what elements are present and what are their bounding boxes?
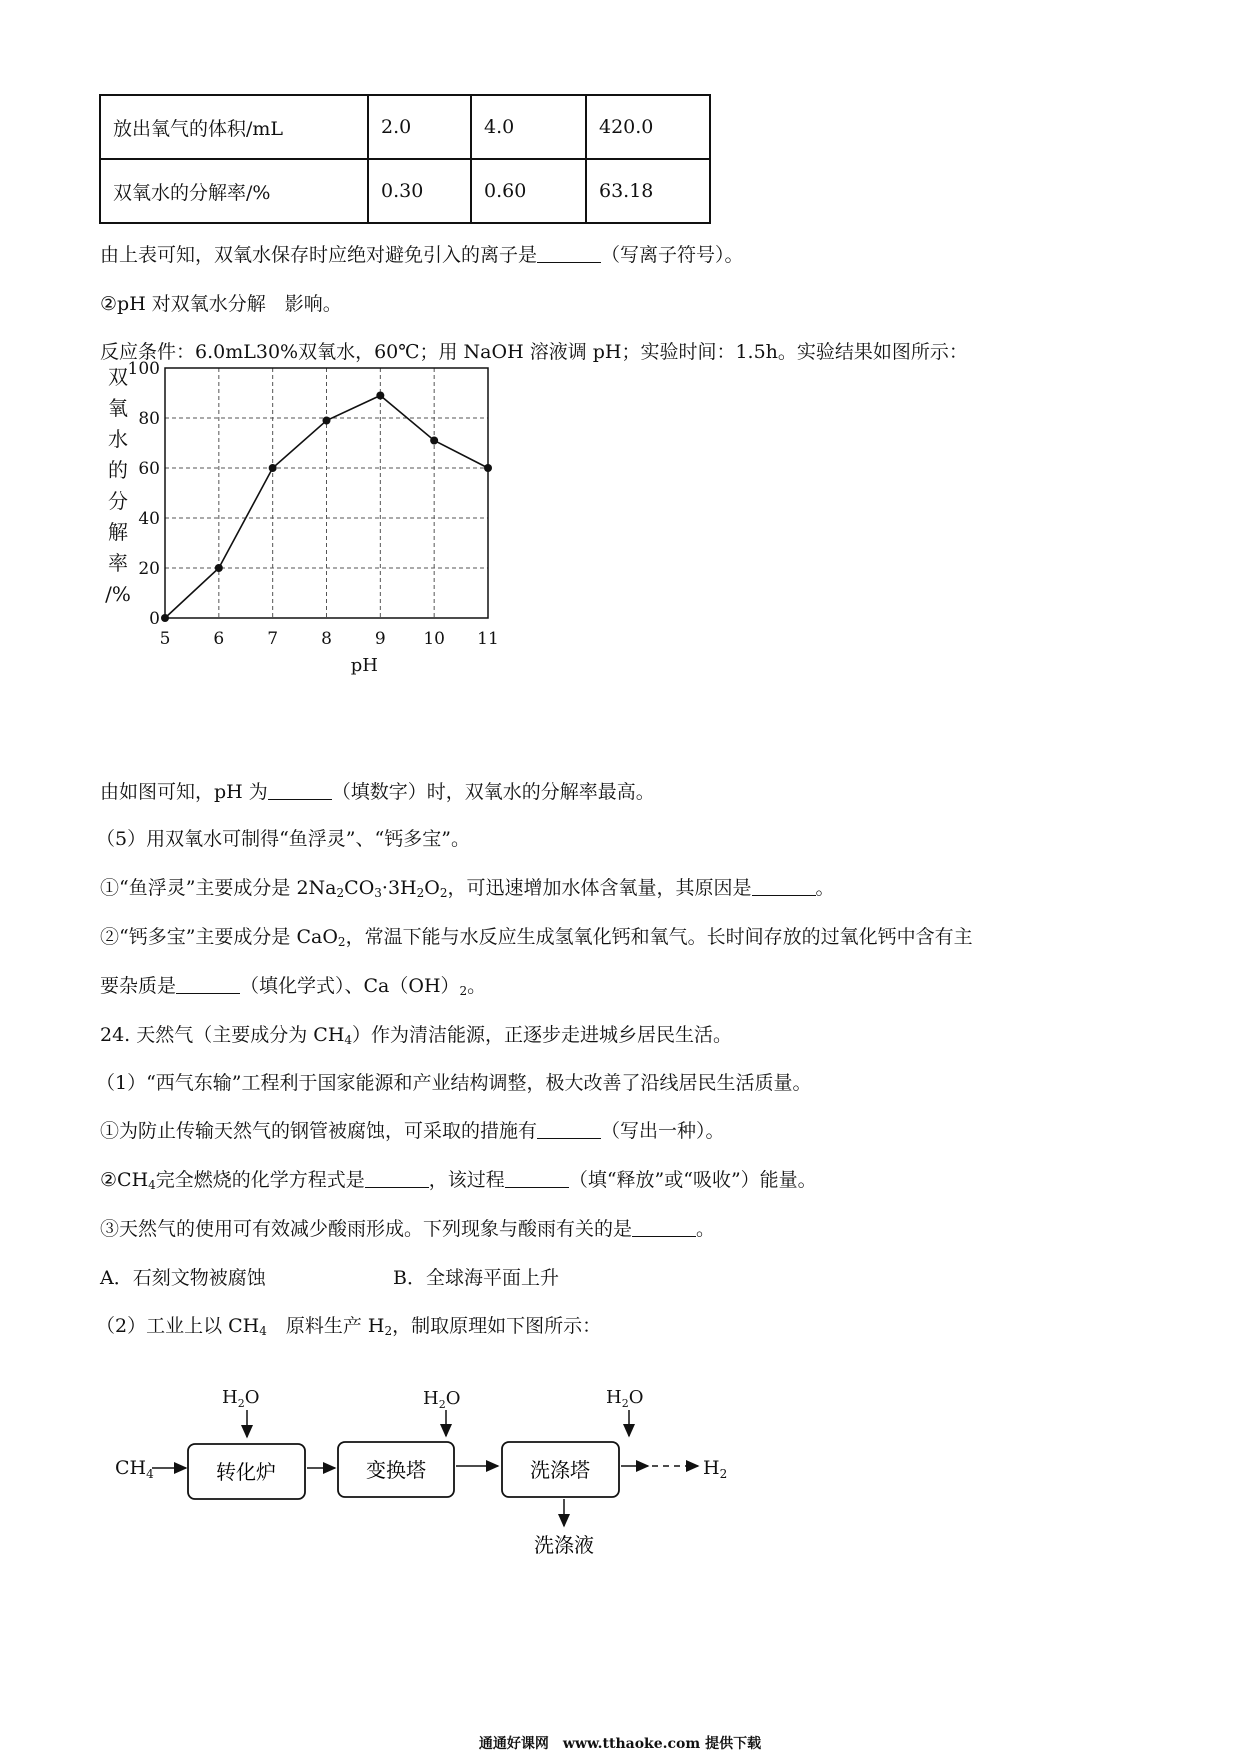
answer-blank	[752, 877, 816, 896]
h2-label: $H_2$	[703, 1457, 728, 1481]
question-text: $②CH_4$完全燃烧的化学方程式是 ，该过程 （填“释放”或“吸收”）能量。	[100, 1169, 817, 1192]
y-tick-label: 60	[138, 459, 160, 479]
question-text: 24. 天然气（主要成分为 $CH_4$）作为清洁能源，正逐步走进城乡居民生活。	[100, 1024, 733, 1047]
water-label: $H_2O$	[423, 1388, 461, 1411]
answer-blank	[365, 1169, 429, 1188]
question-text: ①“鱼浮灵”主要成分是 $2Na_2CO_3\cdot 3H_2O_2$，可迅速增加水体含氧量，其原因是 。	[100, 877, 835, 900]
data-point	[269, 464, 277, 472]
table-row	[100, 95, 710, 159]
y-tick-label: 20	[138, 559, 160, 579]
y-tick-label: 40	[138, 509, 160, 529]
water-label: $H_2O$	[606, 1387, 644, 1410]
answer-blank	[268, 781, 332, 800]
x-tick-label: 5	[159, 629, 171, 649]
row-label: 放出氧气的体积/mL	[100, 95, 368, 159]
x-tick-label: 6	[213, 629, 225, 649]
question-text: （5）用双氧水可制得“鱼浮灵”、“钙多宝”。	[96, 828, 470, 850]
y-axis-label-char: 率	[108, 551, 128, 575]
row-label: 双氧水的分解率/%	[100, 159, 368, 223]
answer-blank	[537, 1120, 601, 1139]
y-tick-label: 80	[138, 409, 160, 429]
ch4-label: $CH_4$	[115, 1457, 154, 1481]
y-axis-label-char: 分	[108, 489, 128, 513]
y-axis-label-char: 氧	[108, 396, 128, 420]
table-cell: 2.0	[368, 95, 471, 159]
question-text: 由如图可知，pH 为 （填数字）时，双氧水的分解率最高。	[100, 781, 655, 803]
y-axis-label-char: 双	[108, 365, 128, 389]
y-tick-label: 100	[127, 359, 160, 379]
question-text: ②pH 对双氧水分解 影响。	[100, 293, 342, 315]
question-text: （2）工业上以 $CH_4$ 原料生产 $H_2$，制取原理如下图所示：	[96, 1315, 602, 1338]
table-cell: 0.60	[471, 159, 586, 223]
decomposition-chart	[105, 359, 580, 730]
y-tick-label: 0	[149, 609, 160, 629]
wash-liquid-label: 洗涤液	[534, 1533, 594, 1557]
scrubber-label: 洗涤塔	[530, 1458, 590, 1482]
series-line	[165, 396, 488, 619]
question-text: （1）“西气东输”工程利于国家能源和产业结构调整，极大改善了沿线居民生活质量。	[96, 1072, 812, 1094]
footer-text: 通通好课网 www.tthaoke.com 提供下载	[478, 1736, 762, 1752]
converter-label: 转化炉	[216, 1460, 276, 1484]
y-axis-label-char: 水	[108, 427, 128, 451]
x-tick-label: 7	[267, 629, 279, 649]
question-text: 反应条件：6.0mL30%双氧水，60℃；用 NaOH 溶液调 pH；实验时间：1.5h。实验结果如图所示：	[100, 341, 968, 363]
y-axis-label-char: 的	[108, 458, 128, 482]
answer-blank	[632, 1218, 696, 1237]
data-point	[376, 392, 384, 400]
question-text: 由上表可知，双氧水保存时应绝对避免引入的离子是 （写离子符号）。	[100, 244, 744, 266]
data-point	[215, 564, 223, 572]
y-axis-label-char: /%	[105, 582, 131, 606]
data-point	[484, 464, 492, 472]
x-tick-label: 11	[477, 629, 499, 649]
x-axis-label: pH	[350, 655, 378, 676]
table-cell: 63.18	[586, 159, 710, 223]
process-diagram	[100, 1370, 840, 1570]
answer-blank	[505, 1169, 569, 1188]
option-b: B．全球海平面上升	[393, 1267, 559, 1289]
table-cell: 0.30	[368, 159, 471, 223]
answer-blank	[537, 244, 601, 263]
table-cell: 420.0	[586, 95, 710, 159]
question-text: ①为防止传输天然气的钢管被腐蚀，可采取的措施有 （写出一种）。	[100, 1120, 725, 1142]
water-label: $H_2O$	[222, 1387, 260, 1410]
data-point	[161, 614, 169, 622]
x-tick-label: 10	[423, 629, 445, 649]
data-point	[430, 437, 438, 445]
table-cell: 4.0	[471, 95, 586, 159]
option-a: A．石刻文物被腐蚀	[100, 1267, 266, 1289]
x-tick-label: 8	[321, 629, 332, 649]
table-row	[100, 159, 710, 223]
shift-tower-label: 变换塔	[366, 1458, 426, 1482]
question-text: ②“钙多宝”主要成分是 CaO$_2$，常温下能与水反应生成氢氧化钙和氧气。长时间存放的过氧化钙中含有主	[100, 926, 973, 949]
data-point	[323, 417, 331, 425]
answer-blank	[176, 975, 240, 994]
decomposition-table	[99, 94, 711, 224]
question-text: 要杂质是 （填化学式）、$Ca(OH)_2$。	[100, 975, 487, 998]
question-text: ③天然气的使用可有效减少酸雨形成。下列现象与酸雨有关的是 。	[100, 1218, 716, 1240]
y-axis-label-char: 解	[108, 520, 128, 544]
x-tick-label: 9	[374, 629, 386, 649]
